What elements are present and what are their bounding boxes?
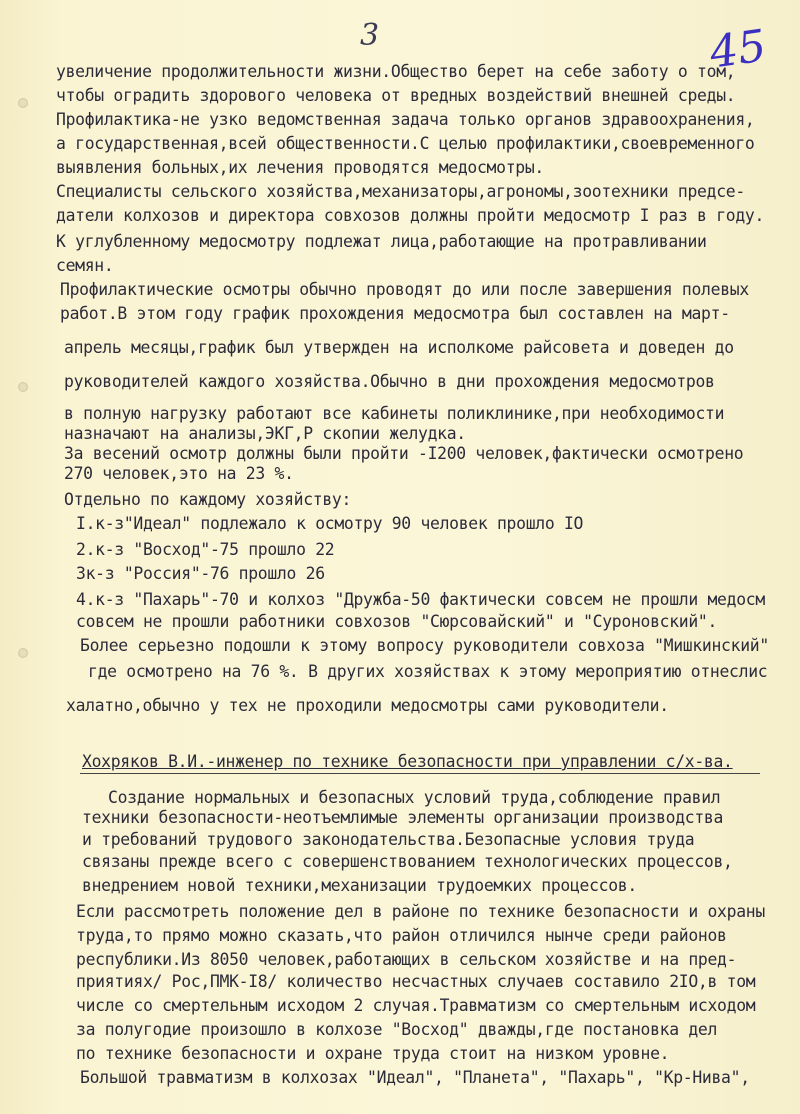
text-line: работ.В этом году график прохождения медосмотра был составлен на март- [60, 304, 730, 323]
text-line: 2.к-з "Восход"-75 прошло 22 [76, 540, 335, 559]
text-line: датели колхозов и директора совхозов должны пройти медосмотр I раз в году. [56, 206, 765, 225]
text-line: Большой травматизм в колхозах "Идеал", "Планета", "Пахарь", "Кр-Нива", [80, 1068, 750, 1087]
text-line: Профилактические осмотры обычно проводят до или после завершения полевых [60, 280, 749, 299]
text-line: 4.к-з "Пахарь"-70 и колхоз "Дружба-50 фактически совсем не прошли медосм [76, 590, 765, 609]
text-line: числе со смертельным исходом 2 случая.Травматизм со смертельным исходом [76, 996, 756, 1015]
text-line: апрель месяцы,график был утвержден на исполкоме райсовета и доведен до [64, 338, 734, 357]
speaker-heading: Хохряков В.И.-инженер по технике безопасности при управлении с/х-ва. [82, 752, 733, 771]
text-line: а государственная,всей общественности.С целью профилактики,своевременного [56, 134, 755, 153]
text-line: приятиях/ Рос,ПМК-I8/ количество несчастных случаев составило 2IO,в том [76, 972, 756, 991]
text-line: Более серьезно подошли к этому вопросу руководители совхоза "Мишкинский" [80, 636, 769, 655]
text-line: назначают на анализы,ЭКГ,Р скопии желудка. [64, 424, 466, 443]
text-line: техники безопасности-неотъемлимые элементы организации производства [82, 808, 724, 827]
text-line: Если рассмотреть положение дел в районе по технике безопасности и охраны [76, 902, 765, 921]
text-line: увеличение продолжительности жизни.Общество берет на себе заботу о том, [56, 62, 736, 81]
text-line: связаны прежде всего с совершенствованием технологических процессов, [82, 852, 733, 871]
punch-hole [18, 382, 28, 392]
text-line: 270 человек,это на 23 %. [64, 464, 294, 483]
text-line: За весений осмотр должны были пройти -I200 человек,фактически осмотрено [64, 444, 744, 463]
text-line: 3к-з "Россия"-76 прошло 26 [76, 564, 325, 583]
page-number: 3 [360, 18, 380, 53]
text-line: выявления больных,их лечения проводятся медосмотры. [56, 158, 544, 177]
punch-hole [18, 98, 28, 108]
punch-hole [18, 648, 28, 658]
text-line: халатно,обычно у тех не проходили медосмотры сами руководители. [66, 696, 669, 715]
text-line: Отдельно по каждому хозяйству: [64, 490, 352, 509]
text-line: внедрением новой техники,механизации трудоемких процессов. [82, 876, 637, 895]
text-line: в полную нагрузку работают все кабинеты поликлинике,при необходимости [64, 404, 725, 423]
text-line: по технике безопасности и охране труда стоит на низком уровне. [76, 1044, 670, 1063]
text-line: К углубленному медосмотру подлежат лица,работающие на протравливании [56, 232, 707, 251]
text-line: совсем не прошли работники совхозов "Сюрсовайский" и "Суроновский". [76, 612, 718, 631]
heading-underline [80, 773, 760, 774]
text-line: руководителей каждого хозяйства.Обычно в дни прохождения медосмотров [64, 372, 715, 391]
text-line: за полугодие произошло в колхозе "Восход" дважды,где постановка дел [76, 1020, 718, 1039]
text-line: I.к-з"Идеал" подлежало к осмотру 90 человек прошло IO [76, 514, 584, 533]
handwritten-archive-number: 45 [706, 20, 770, 79]
text-line: республики.Из 8050 человек,работающих в сельском хозяйстве и на пред- [76, 950, 737, 969]
text-line: Специалисты сельского хозяйства,механизаторы,агрономы,зоотехники предсе- [56, 182, 745, 201]
text-line: чтобы оградить здорового человека от вредных воздействий внешней среды. [56, 86, 736, 105]
text-line: труда,то прямо можно сказать,что район отличился нынче среди районов [76, 926, 727, 945]
text-line: где осмотрено на 76 %. В других хозяйствах к этому мероприятию отнеслис [88, 662, 768, 681]
text-line: и требований трудового законодательства.Безопасные условия труда [82, 830, 695, 849]
text-line: Профилактика-не узко ведомственная задача только органов здравоохранения, [56, 110, 755, 129]
text-line: семян. [56, 256, 114, 275]
text-line: Создание нормальных и безопасных условий труда,соблюдение правил [108, 788, 721, 807]
